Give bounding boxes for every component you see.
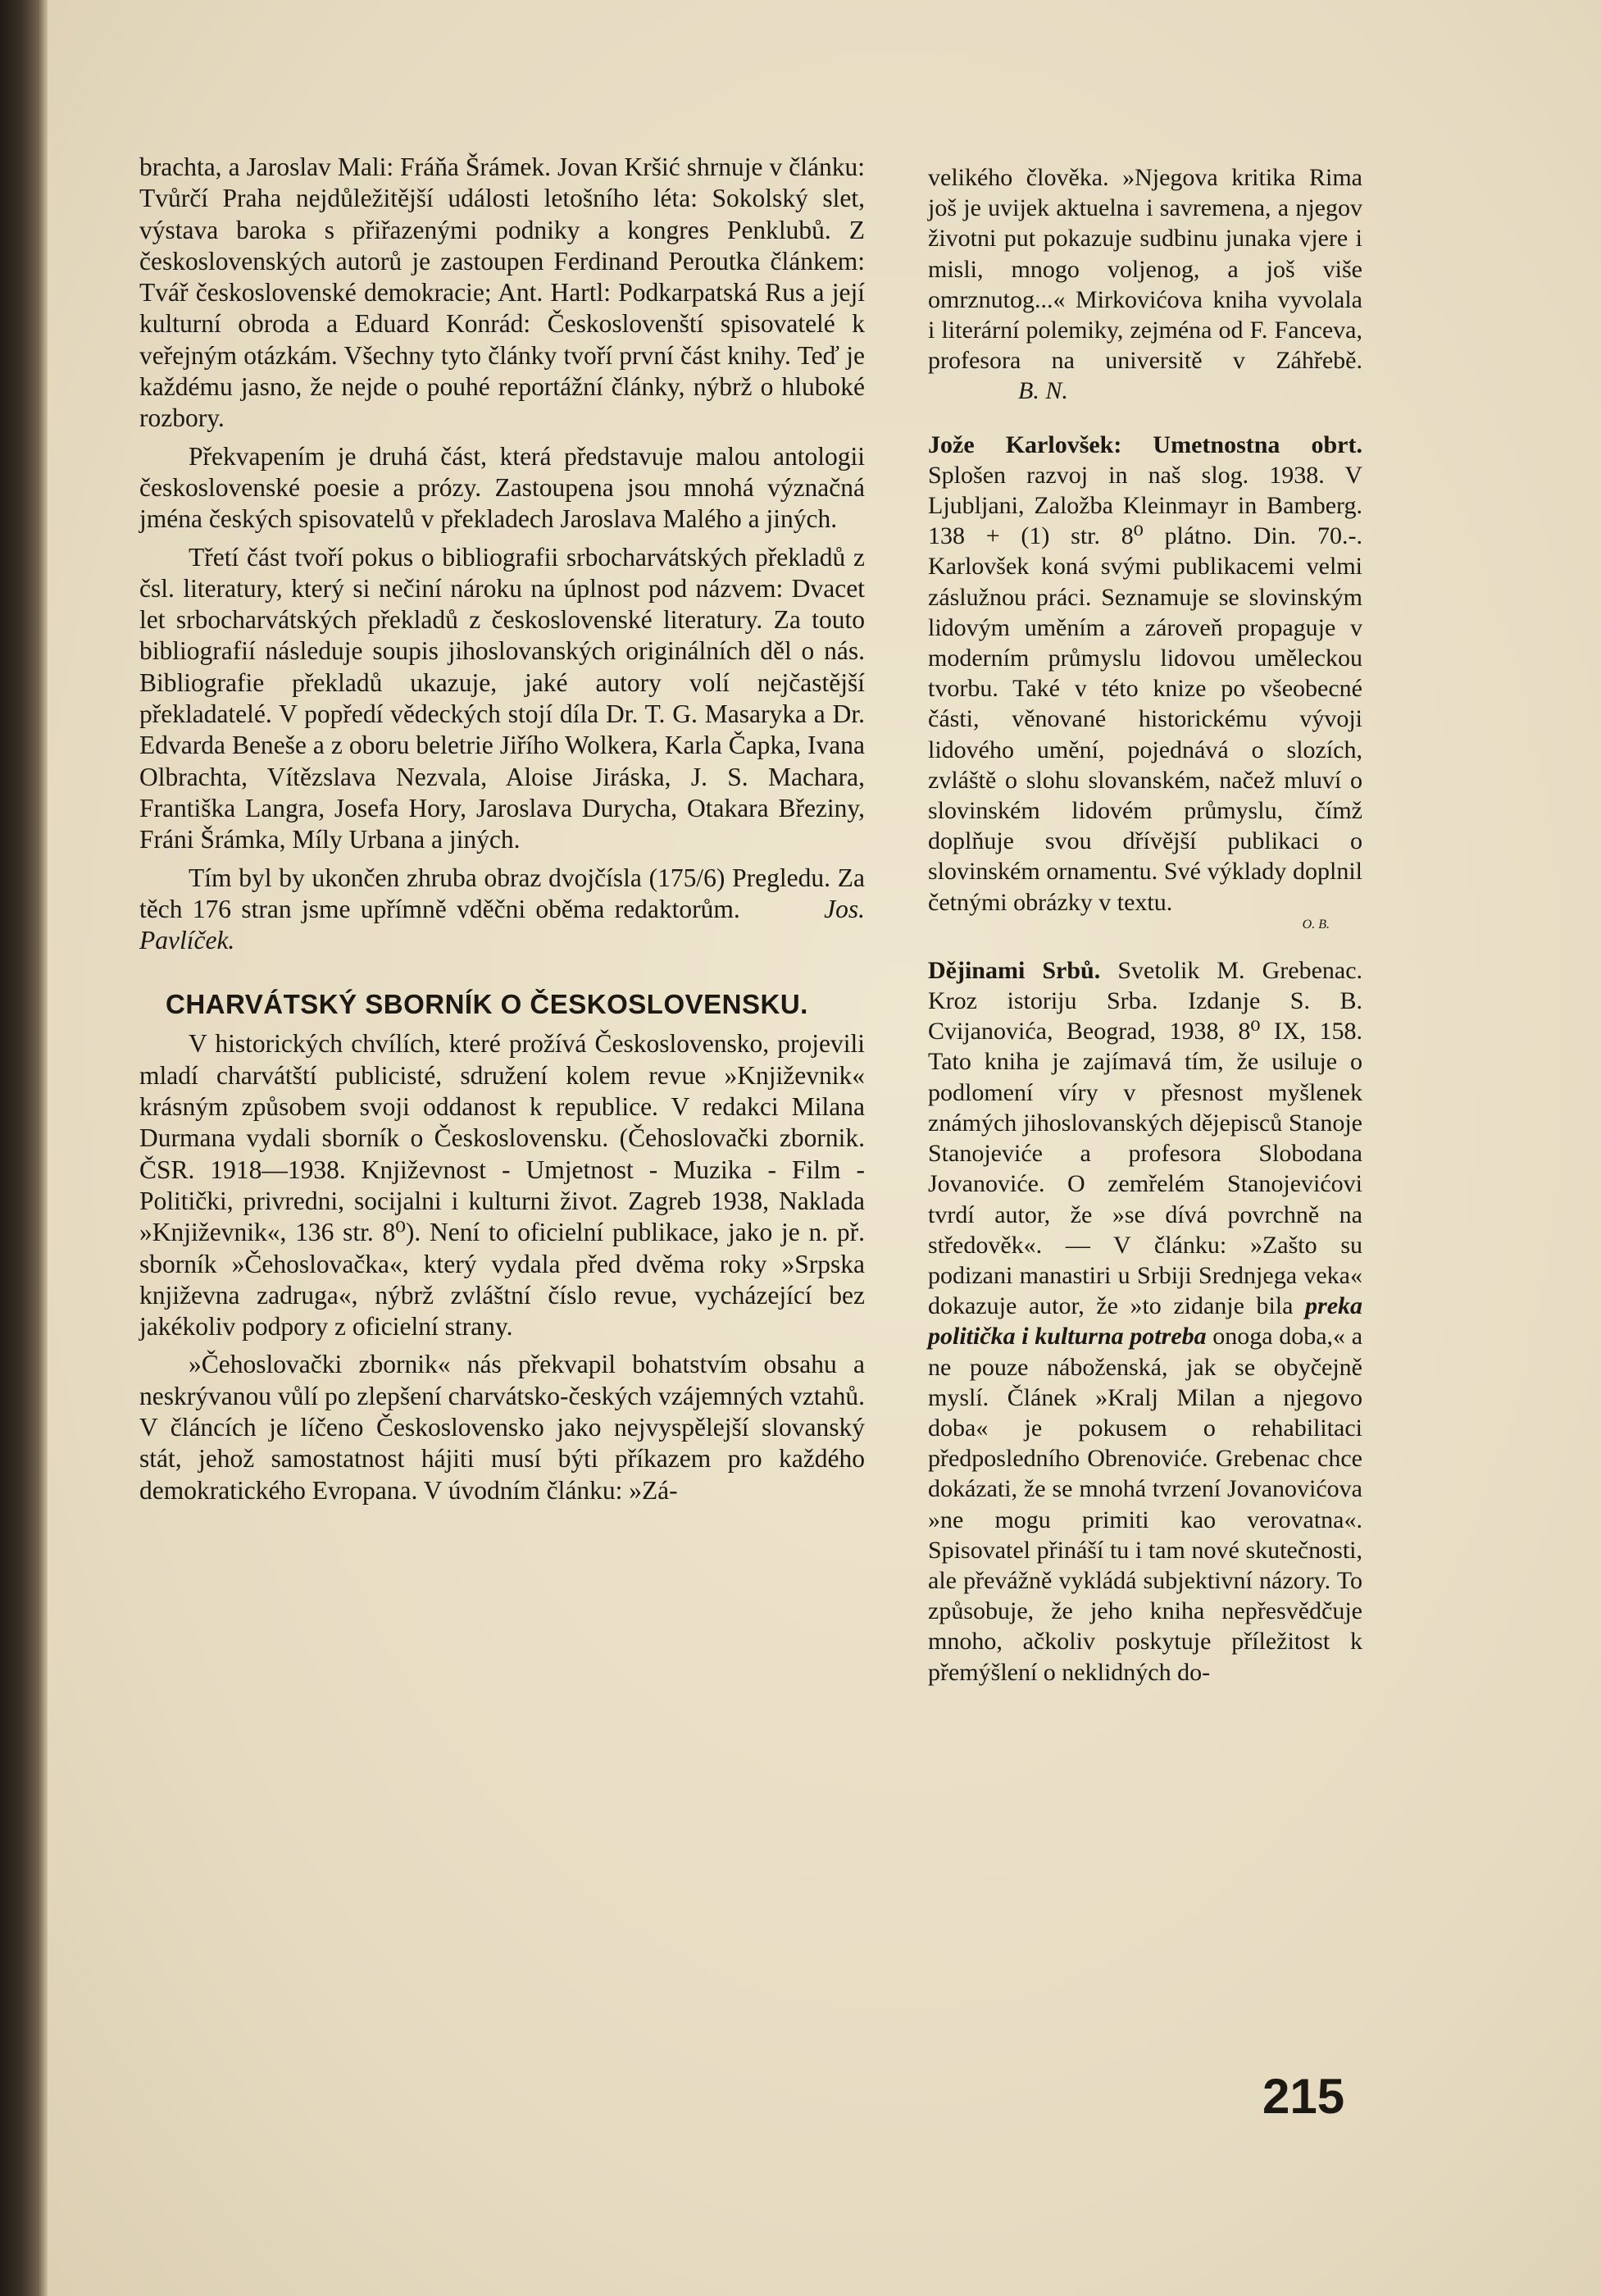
review-grebenac-title: Dějinami Srbů. <box>928 956 1101 984</box>
paragraph-anthology: Překvapením je druhá část, která představuje malou antologii československé poesie a prózy. Zastoupena jsou mnohá význačná jména českých spisovatelů v překladech Jaroslava Malého a jiných. <box>139 441 865 534</box>
paragraph-conclusion <box>139 863 865 957</box>
review-grebenac-italic: preka politička i kulturna potreba <box>928 1292 1363 1351</box>
review-mirkovic-end <box>928 162 1362 407</box>
paragraph-intro: brachta, a Jaroslav Mali: Fráňa Šrámek. Jovan Kršić shrnuje v článku: Tvůrčí Praha nejdůležitější události letošního léta: Sokolský slet, výstava baroka s přiřazenými podniky a kongres Penklubů. Z československých autorů je zastoupen Ferdinand Peroutka článkem: Tvář československé demokracie; Ant. Hartl: Podkarpatská Rus a její kulturní obroda a Eduard Konrád: Českoslovenští spisovatelé k veřejným otázkám. Všechny tyto články tvoří první část knihy. Teď je každému jasno, že nejde o pouhé reportážní články, nýbrž o hluboké rozbory. <box>139 153 865 433</box>
review-karlovsek-title: Jože Karlovšek: Umetnostna obrt. <box>928 430 1362 458</box>
paragraph-bibliography: Třetí část tvoří pokus o bibliografii srbocharvátských překladů z čsl. literatury, který si nečiní nároku na úplnost pod názvem: Dvacet let srbocharvátských překladů z československé literatury. Za touto bibliografií následuje soupis jihoslovanských originálních děl o nás. Bibliografie překladů ukazuje, jaké autory volí nejčastější překladatelé. V popředí vědeckých stojí díla Dr. T. G. Masaryka a Dr. Edvarda Beneše a z oboru beletrie Jiřího Wolkera, Karla Čapka, Ivana Olbrachta, Vítězslava Nezvala, Aloise Jiráska, J. S. Machara, Františka Langra, Josefa Hory, Jaroslava Durycha, Otakara Březiny, Fráni Šrámka, Míly Urbana a jiných. <box>139 542 865 854</box>
book-spine-shadow <box>0 0 48 2296</box>
review-grebenac-body-a: Svetolik M. Grebenac. Kroz istoriju Srba. Izdanje S. B. Cvijanovića, Beograd, 1938, 8⁰ IX, 158. Tato kniha je zajímavá tím, že usiluje o podlomení víry v přesnost myšlenek známých jihoslovanských dějepisců Stanoje Stanojeviće a profesora Slobodana Jovanoviće. O zemřelém Stanojevićovi tvrdí autor, že »se dívá povrchně na středověk«. — V článku: »Zašto su podizani manastiri u Srbiji Srednjega veka« dokazuje autor, že »to zidanje bila <box>928 956 1363 1320</box>
section-heading: CHARVÁTSKÝ SBORNÍK O ČESKOSLOVENSKU. <box>166 989 808 1020</box>
left-column <box>139 152 865 1506</box>
review-karlovsek <box>928 430 1362 918</box>
conclusion-text: Tím byl by ukončen zhruba obraz dvojčísla (175/6) Pregledu. Za těch 176 stran jsme upřímně vděčni oběma redaktorům. <box>139 863 865 923</box>
review-karlovsek-body: Splošen razvoj in naš slog. 1938. V Ljubljani, Založba Kleinmayr in Bamberg. 138 + (1) str. 8⁰ plátno. Din. 70.-. Karlovšek koná svými publikacemi velmi záslužnou práci. Seznamuje se slovinským lidovým uměním a zároveň propaguje v moderním průmyslu lidovou uměleckou tvorbu. Také v této knize po všeobecné části, věnované historickému vývoji lidového umění, pojednává o slozích, zvláště o slohu slovanském, načež mluví o slovinském lidovém průmyslu, čímž doplňuje svou dřívější publikaci o slovinském ornamentu. Své výklady doplnil četnými obrázky v textu. <box>928 461 1362 916</box>
review-signature-ob: O. B. <box>1302 917 1330 932</box>
review-grebenac-body-b: onoga doba,« a ne pouze náboženská, jak se obyčejně myslí. Článek »Kralj Milan a njegovo doba« je pokusem o rehabilitaci předposledního Obrenoviće. Grebenac chce dokázati, že se mnohá tvrzení Jovanovićova »ne mogu primiti kao verovatna«. Spisovatel přináší tu i tam nové skutečnosti, ale převážně vykládá subjektivní názory. To způsobuje, že jeho kniha nepřesvědčuje mnoho, ačkoliv poskytuje příležitost k přemýšlení o neklidných do- <box>928 1323 1363 1686</box>
author-signature: Jos. Pavlíček. <box>139 894 865 955</box>
right-column <box>928 162 1362 1688</box>
page-number: 215 <box>1262 2069 1345 2124</box>
review-signature-bn: B. N. <box>1018 377 1068 405</box>
paragraph-sbornik: V historických chvílích, které prožívá Československo, projevili mladí charvátští publicisté, sdružení kolem revue »Književnik« krásným způsobem svoji oddanost k republice. V redakci Milana Durmana vydali sborník o Československu. (Čehoslovački zbornik. ČSR. 1918—1938. Književnost - Umjetnost - Muzika - Film - Politički, privredni, socijalni i kulturni život. Zagreb 1938, Naklada »Književnik«, 136 str. 8⁰). Není to oficielní publikace, jako je n. př. sborník »Čehoslovačka«, který vydala před dvěma roky »Srpska književna zadruga«, nýbrž zvláštní číslo revue, vycházející bez jakékoliv podpory z oficielní strany. <box>139 1029 865 1342</box>
review-grebenac <box>928 955 1362 1688</box>
paragraph-sbornik-content: »Čehoslovački zbornik« nás překvapil bohatstvím obsahu a neskrývanou vůlí po zlepšení charvátsko-českých vzájemných vztahů. V článcích je líčeno Československo jako nejvyspělejší slovanský stát, jehož samostatnost hájiti musí býti příkazem pro každého demokratického Evropana. V úvodním článku: »Zá- <box>139 1350 865 1505</box>
review-mirkovic-text: velikého člověka. »Njegova kritika Rima još je uvijek aktuelna i savremena, a njegov životni put pokazuje sudbinu junaka vjere i misli, mnogo voljenog, a još više omrznutog...« Mirkovićova kniha vyvolala i literární polemiky, zejména od F. Fanceva, profesora na universitě v Záhřebě. <box>928 164 1362 375</box>
